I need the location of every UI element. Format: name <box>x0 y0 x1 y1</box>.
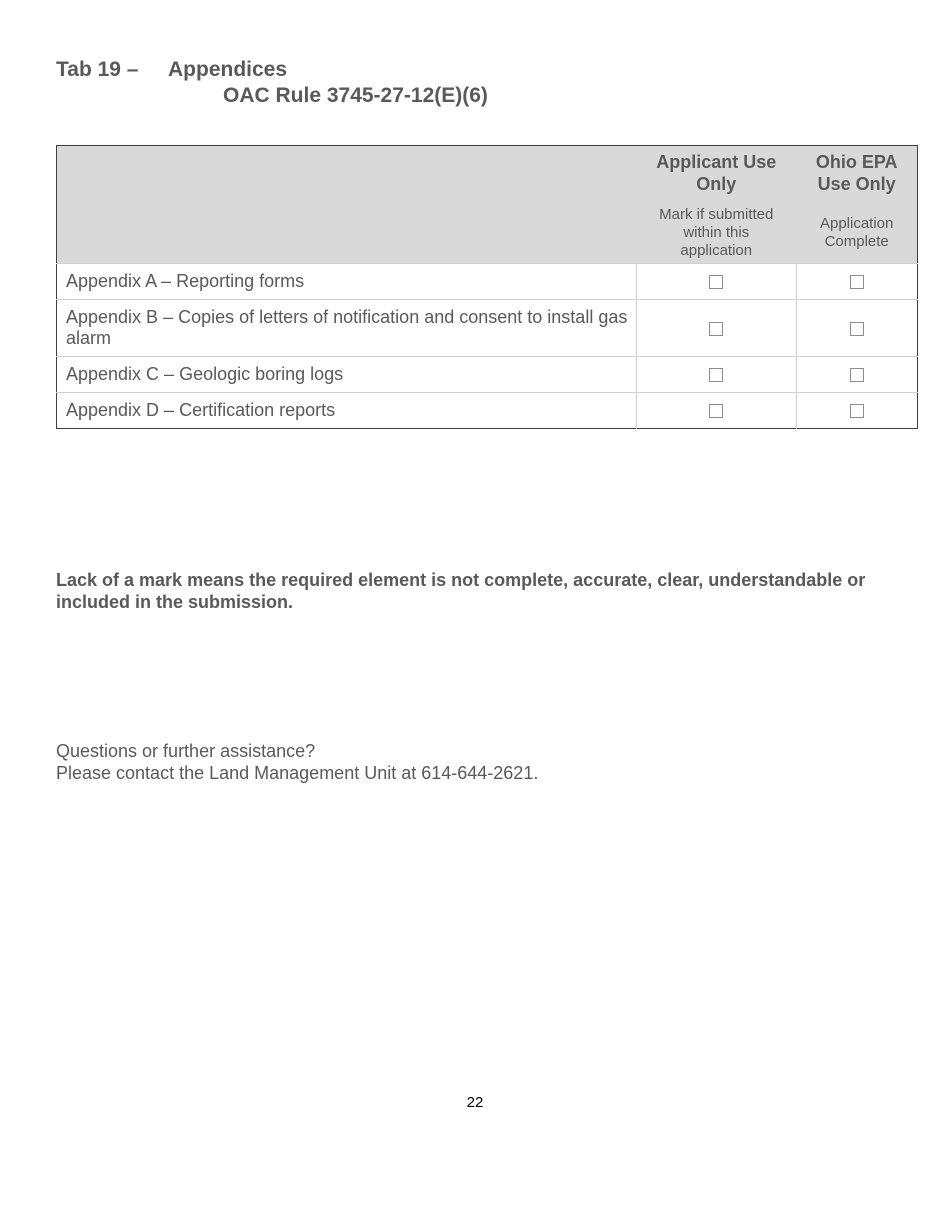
applicant-checkbox[interactable] <box>709 275 723 289</box>
page-heading <box>56 57 488 109</box>
row-label: Appendix A – Reporting forms <box>57 264 637 300</box>
appendix-checklist-table <box>56 145 918 429</box>
rule-reference: OAC Rule 3745-27-12(E)(6) <box>223 84 488 107</box>
heading-line-1 <box>56 57 488 83</box>
table-row <box>57 264 918 300</box>
row-label: Appendix D – Certification reports <box>57 393 637 429</box>
epa-checkbox-cell <box>796 264 917 300</box>
applicant-checkbox-cell <box>636 264 796 300</box>
epa-checkbox-cell <box>796 300 917 357</box>
applicant-checkbox[interactable] <box>709 404 723 418</box>
applicant-checkbox-cell <box>636 357 796 393</box>
contact-question: Questions or further assistance? <box>56 741 316 761</box>
epa-checkbox[interactable] <box>850 275 864 289</box>
header-blank-cell <box>57 146 637 264</box>
table-header-row <box>57 146 918 264</box>
page-number: 22 <box>466 1094 484 1111</box>
contact-block <box>56 740 538 784</box>
epa-checkbox[interactable] <box>850 404 864 418</box>
row-label: Appendix C – Geologic boring logs <box>57 357 637 393</box>
row-label: Appendix B – Copies of letters of notification and consent to install gas alarm <box>57 300 637 357</box>
applicant-checkbox-cell <box>636 300 796 357</box>
applicant-column-header <box>636 146 796 264</box>
table-row <box>57 393 918 429</box>
table-row <box>57 357 918 393</box>
epa-column-header <box>796 146 917 264</box>
table-row <box>57 300 918 357</box>
epa-checkbox-cell <box>796 357 917 393</box>
epa-checkbox-cell <box>796 393 917 429</box>
applicant-checkbox[interactable] <box>709 368 723 382</box>
epa-column-title: Ohio EPA Use Only <box>815 152 898 194</box>
tab-label: Tab 19 – <box>56 58 139 81</box>
epa-checkbox[interactable] <box>850 322 864 336</box>
epa-checkbox[interactable] <box>850 368 864 382</box>
applicant-column-title: Applicant Use Only <box>656 152 777 194</box>
section-title: Appendices <box>168 58 288 81</box>
contact-details: Please contact the Land Management Unit at 614-644-2621. <box>56 763 539 783</box>
completeness-note: Lack of a mark means the required element is not complete, accurate, clear, understandable or included in the submission. <box>56 570 866 612</box>
applicant-column-subtitle: Mark if submitted within this application <box>659 206 774 259</box>
epa-column-subtitle: Application Complete <box>819 215 894 250</box>
applicant-checkbox[interactable] <box>709 322 723 336</box>
applicant-checkbox-cell <box>636 393 796 429</box>
